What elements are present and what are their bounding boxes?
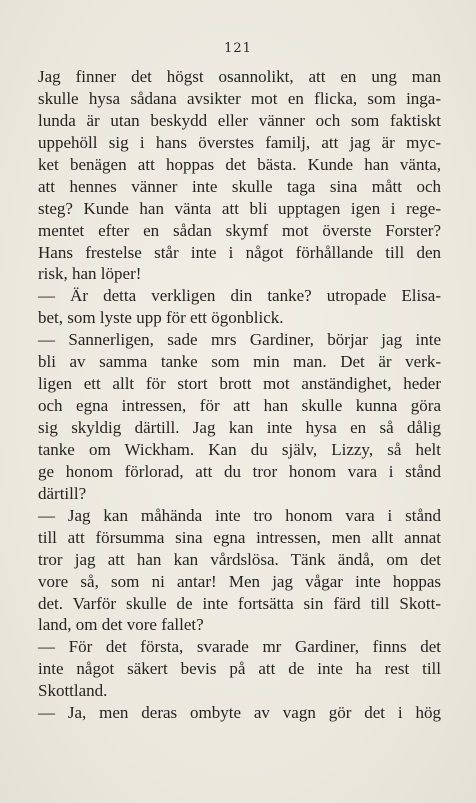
text-line: att hennes vänner inte skulle taga sina mått och [38, 176, 441, 196]
text-line: därtill? [38, 483, 87, 503]
body-text [38, 66, 441, 724]
text-line: — Jag kan måhända inte tro honom vara i stånd [38, 505, 441, 525]
page-number: 121 [224, 41, 252, 56]
text-line: Hans frestelse står inte i något förhållande till den [38, 242, 441, 262]
text-line: Skottland. [38, 681, 108, 701]
text-line: ge honom förlorad, att du tror honom vara i stånd [38, 461, 441, 481]
text-line: tror jag att han kan vårdslösa. Tänk ändå, om det [38, 549, 441, 569]
text-line: sig skyldig därtill. Jag kan inte hysa en så dålig [38, 418, 441, 437]
text-line: bli av samma tanke som min man. Det är verk- [38, 352, 441, 372]
text-line: och egna intressen, för att han skulle kunna göra [38, 396, 441, 416]
text-line: vore så, som ni antar! Men jag vågar inte hoppas [38, 571, 441, 591]
text-line: Jag finner det högst osannolikt, att en ung man [38, 67, 441, 86]
text-line: skulle hysa sådana avsikter mot en flicka, som inga- [38, 88, 441, 108]
text-line: — Sannerligen, sade mrs Gardiner, börjar jag inte [38, 330, 441, 350]
text-line: tanke om Wickham. Kan du själv, Lizzy, så helt [38, 439, 441, 459]
text-line: steg? Kunde han vänta att bli upptagen igen i rege- [38, 198, 441, 218]
text-line: risk, han löper! [38, 264, 142, 284]
text-line: bet, som lyste upp för ett ögonblick. [38, 308, 284, 328]
text-line: inte något säkert bevis på att de inte ha rest till [38, 659, 441, 679]
text-line: ket benägen att hoppas det bästa. Kunde han vänta, [38, 154, 441, 174]
text-line: uppehöll sig i hans överstes familj, att jag är myc- [38, 132, 441, 152]
text-line: — Ja, men deras ombyte av vagn gör det i hög [38, 703, 441, 723]
text-line: — För det första, svarade mr Gardiner, finns det [38, 637, 441, 657]
text-line: — Är detta verkligen din tanke? utropade Elisa- [38, 286, 441, 306]
text-line: land, om det vore fallet? [38, 615, 204, 635]
text-line: det. Varför skulle de inte fortsätta sin färd till Skott- [38, 593, 441, 613]
text-line: lunda är utan beskydd eller vänner och som faktiskt [38, 110, 441, 130]
text-line: till att försumma sina egna intressen, men allt annat [38, 527, 441, 547]
text-line: ligen ett allt för stort brott mot anständighet, heder [38, 374, 441, 394]
text-line: mentet efter en sådan skymf mot överste Forster? [38, 220, 441, 240]
